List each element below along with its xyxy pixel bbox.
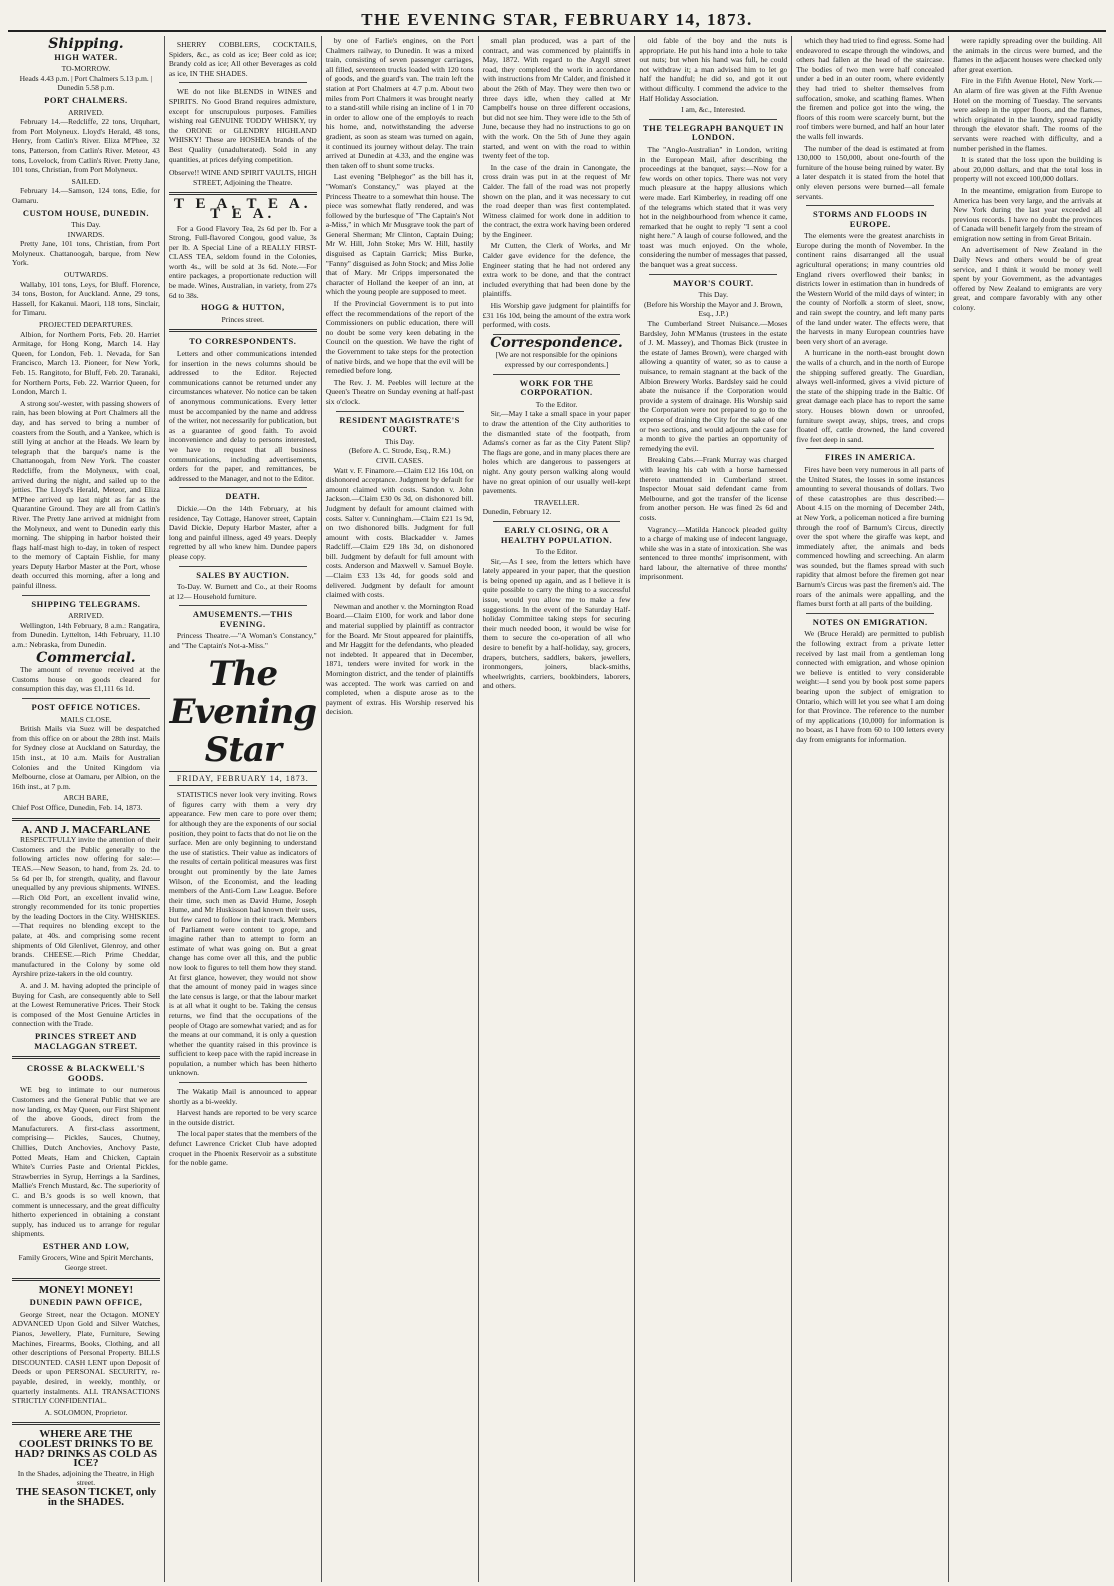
court-para-2: In the case of the drain in Canongate, the cross drain was put in at the request of Mr Calder. The fall of the road was not properly shown on the plan, and it was necessary to cut the road deeper than was first contemplated. Witness claimed for work done in addition to the contract, the extra work having been ordered by the Engineer. [482, 162, 631, 239]
storms-text-2: A hurricane in the north-east brought down the walls of a church, and in the north of Europe the shipping suffered greatly. The Guardian, always well-informed, gives a vivid picture of the state of the shipping trade in the Baltic. Of great damage each place has to report the same story. Houses blown down or unroofed, furniture swept away, ships, trees, and crops floated off, cattle drowned, the land covered five feet deep in sand. [796, 348, 945, 444]
this-day-label: This Day. [71, 220, 101, 230]
civil-cases-label: CIVIL CASES. [375, 455, 424, 465]
macfarlane-heading: A. AND J. MACFARLANE [21, 823, 151, 836]
chief-po-line: Chief Post Office, Dunedin, Feb. 14, 1873. [12, 802, 143, 812]
divider [179, 1082, 307, 1083]
columns [8, 36, 1106, 1582]
coolest-drinks-sub: In the Shades, adjoining the Theatre, in High street. [17, 1468, 155, 1488]
storms-heading: STORMS AND FLOODS IN EUROPE. [812, 209, 928, 229]
divider [806, 613, 934, 614]
hogg-hutton-sub: Princes street. [221, 314, 265, 324]
sales-heading: SALES BY AUCTION. [196, 569, 290, 580]
divider [806, 205, 934, 206]
post-office-heading: POST OFFICE NOTICES. [31, 702, 141, 712]
to-morrow-label: TO-MORROW. [61, 64, 111, 74]
column-4 [479, 36, 636, 1582]
pawn-office-text: George Street, near the Octagon. MONEY ADVANCED Upon Gold and Silver Watches, Pianos, Jewellery, Plate, Furniture, Sewing Machines, Firearms, Books, Clothing, and all other descriptions of Personal Property. BILLS DISCOUNTED. CASH LENT upon Deposit of Deeds or upon PERSONAL SECURITY, re-payable, desired, in weekly, monthly, or quarterly instalments. ALL TRANSACTIONS STRICTLY CONFIDENTIAL. [12, 1309, 160, 1406]
friday-dateline: FRIDAY, FEBRUARY 14, 1873. [169, 771, 317, 787]
column-1 [8, 36, 165, 1582]
season-ticket-ad: THE SEASON TICKET, only in the SHADES. [15, 1485, 157, 1508]
divider [12, 1278, 160, 1281]
news-para-3: If the Provincial Government is to put into effect the recommendations of the report of the Commissioners on public education, there will no doubt be some very keen debating in the Council on the question. We have the right of the Government to take steps for the protection of native birds, and we hope that the evil will be remedied before long. [325, 299, 474, 376]
sales-text: To-Day. W. Burnett and Co., at their Rooms at 12— Household furniture. [168, 582, 317, 601]
coolest-drinks-ad: WHERE ARE THE COOLEST DRINKS TO BE HAD? DRINKS AS COLD AS ICE? [14, 1428, 158, 1470]
death-heading: DEATH. [225, 491, 261, 502]
early-closing-text: Sir,—As I see, from the letters which have lately appeared in your paper, that the question is being opened up again, and as I believe it is quite possible to carry the thing to a successful issue, would you allow me to make a few suggestions. In the event of the Saturday Half-holiday Committee taking steps for securing their much needed boon, it would be wise for them to secure the co-operation of all who desire to benefit by a half-holiday, say, grocers, drapers, butchers, saddlers, bakers, jewellers, ironmongers, joiners, black-smiths, wheelwrights, carriers, bookbinders, laborers, and others. [482, 556, 631, 691]
court-para-4: His Worship gave judgment for plaintiffs for £31 16s 10d, being the amount of the extra work performed, with costs. [482, 301, 631, 330]
telegrams-text: Wellington, 14th February, 8 a.m.: Rangatira, from Dunedin. Lyttelton, 14th February, 11.10 a.m.: Nebraska, from Dunedin. [12, 620, 160, 650]
macfarlane-text: RESPECTFULLY invite the attention of their Customers and the Public generally to the following articles now offering for sale:— TEAS.—New Season, to hand, from 2s. 2d. to 5s 6d per lb, for strength, quality, and flavour unequalled by any previous shipments. WINES.—Rich Old Port, an excellent invalid wine, strongly recommended for its tonic properties by the leading Doctors in the City. WHISKIES.—That requires no blending except to the palate, at 40s. and comprising some recent shipments of Old Glenlivet, Glenroy, and other brands. CHEESE.—Rich Prime Cheddar, manufactured in the Colony by some old Ayrshire prize-takers in the old country. [12, 835, 160, 979]
col7-para-5: An advertisement of New Zealand in the Daily News and others would be of great service, and I think it would be money well spent by your Government, as the advantages offered by New Zealand to emigrants are very great, and compare favorably with any other colony. [953, 245, 1103, 313]
emigration-text: We (Bruce Herald) are permitted to publish the following extract from a private letter received by last mail from a gentleman long connected with emigration, and whose opinion we believe is entitled to very considerable weight:—I send you by book post some papers bearing upon the subject of emigration to Ontario, which will let you see what I am doing for that Province. The reference to the number of my applications (10,000) for information is no boast, as I have from 60 to 100 letters every day from emigrants for information. [796, 629, 945, 744]
hogg-hutton-name: HOGG & HUTTON, [200, 302, 285, 313]
work-corporation-heading: WORK FOR THE CORPORATION. [519, 377, 594, 398]
column-7 [949, 36, 1106, 1582]
amusements-text: Princess Theatre.—"A Woman's Constancy," and "The Captain's Not-a-Miss." [168, 631, 317, 651]
divider [649, 119, 777, 120]
divider [806, 448, 934, 449]
divider [12, 818, 160, 821]
commercial-heading: Commercial. [36, 649, 136, 666]
court-para-1: small plan produced, was a part of the contract, and was commenced by plaintiffs in May, 1872. With regard to the Argyll street road, they completed the work in accordance with instructions from Mr Calder, and finished it about the 26th of May. They were then two or three days idle, when they called at Mr Campbell's house on three different occasions, but did not see him. They were idle to the 5th of June, because they had no instructions to go on with the work. On the 5th of June they again started, and went on with the road to within twenty feet of the top. [482, 36, 631, 161]
fires-america-heading: FIRES IN AMERICA. [825, 452, 916, 463]
princes-street-line: PRINCES STREET AND MACLAGGAN STREET. [34, 1031, 138, 1051]
mayor-before-label: (Before his Worship the Mayor and J. Brown, Esq., J.P.) [644, 299, 783, 319]
arrived-label: ARRIVED. [68, 107, 104, 117]
news-para-4: The Rev. J. M. Peebles will lecture at the Queen's Theatre on Sunday evening at half-past six o'clock. [325, 377, 474, 406]
storms-text: The elements were the greatest anarchists in Europe during the month of November. In the continent rains disarranged all the usual agricultural operations; in many countries old England rivers overflowed their banks; in districts lower in estimation than in hundreds of the Western World of the mild days of winter; in the county of Norfolk a storm of sleet, snow, and rain swept the country, and left many parts of the land under water. The effects were, that the harvests in many European countries have been very short of an average. [796, 231, 945, 346]
outwards-text: Wallaby, 101 tons, Leys, for Bluff. Florence, 34 tons, Boston, for Auckland. Anne, 29 tons, Hassell, for Kakanui. Maori, 118 tons, Sinclair, for Timaru. [12, 279, 160, 318]
arch-bare-signature: ARCH BARE, [63, 793, 109, 803]
tides-table: Heads 4.43 p.m. | Port Chalmers 5.13 p.m. | Dunedin 5.58 p.m. [19, 73, 153, 93]
divider [179, 605, 307, 606]
tea-text: For a Good Flavory Tea, 2s 6d per lb. For a Strong, Full-flavored Congou, good value, 3s per lb. A Special Line of a REALLY FIRST-CLASS TEA, seldom found in the Colonies, worth 4s., will be sold at 3s 6d. Note.—For entire packages, a proportionate reduction will be made. Wines, Australian, in variety, from 27s 6d to 38s. [168, 223, 317, 300]
amusements-heading: AMUSEMENTS.—THIS EVENING. [192, 609, 293, 629]
fire-para-2: The number of the dead is estimated at from 130,000 to 150,000, about one-fourth of the furniture of the house being ruined by water. By a later despatch it is stated from the hotel that only eleven persons were burned—all female servants. [796, 143, 945, 201]
high-water-heading: HIGH WATER. [54, 51, 118, 62]
tea-heading: T E A. T E A. T E A. [174, 196, 312, 222]
column-5 [635, 36, 792, 1582]
outwards-label: OUTWARDS. [63, 270, 108, 280]
divider [22, 698, 150, 699]
customs-heading: CUSTOM HOUSE, DUNEDIN. [22, 207, 149, 218]
interested-signature: I am, &c., Interested. [681, 105, 746, 115]
telegraph-banquet-heading: THE TELEGRAPH BANQUET IN LONDON. [642, 122, 784, 143]
divider [179, 82, 307, 83]
col7-para-2: Fire in the Fifth Avenue Hotel, New York.—An alarm of fire was given at the Fifth Avenue Hotel on the morning of Tuesday. The servants were asleep in the upper floors, and the flames, which originated in the laundry, spread rapidly through the elevator shaft. The rooms of the servants were reached with difficulty, and a number perished in the flames. [953, 76, 1103, 153]
divider [493, 521, 621, 522]
civil-cases-text: Watt v. F. Finamore.—Claim £12 16s 10d, on dishonored acceptance. Judgment by default for amount claimed with costs. Sandon v. John Jackson.—Claim £30 0s 3d, on dishonored bill. Judgment by default for amount claimed with costs. Salter v. Cunningham.—Claim £21 1s 9d, on two dishonored bills. Judgment for full amount with costs. Blackadder v. James Radcliff.—Claim £29 18s 3d, on dishonored bill. Judgment by default for full amount with costs. Anderson and Maxwell v. Samuel Boyle.—Claim £33 13s 4d, for goods sold and delivered. Judgment by default for amount claimed with costs. [325, 465, 474, 600]
solomon-signature: A. SOLOMON, Proprietor. [44, 1407, 128, 1417]
dunedin-date: Dunedin, February 12. [482, 507, 552, 517]
divider [179, 566, 307, 567]
inwards-text: Pretty Jane, 101 tons, Christian, from Port Molyneux. Chattanoogah, barque, from New York. [12, 239, 160, 268]
news-para-2: Last evening "Belphegor" as the bill has it, "Woman's Constancy," was played at the Princess Theatre to a somewhat thin house. The piece was somewhat flatly rendered, and was followed by the burlesque of "The Captain's Not a-Miss," in which Mr Musgrave took the part of General Sherman; Mr Clinton, Captain Duing; Mr W. Hill, John Stoke; Mrs W. Hill, hastily disguised as Captain Garrick; Miss Burke, "Fanny" disguised as John Stock; and Miss Jolie that of Mary. Mr Cripps impersonated the character of Holland the keeper of an inn, at which the young people are supposed to meet. [325, 172, 474, 297]
commercial-text: The amount of revenue received at the Customs house on goods cleared for consumption this day, was £1,111 6s 1d. [12, 665, 160, 694]
resident-court-heading: RESIDENT MAGISTRATE'S COURT. [339, 414, 460, 435]
col7-para-4: In the meantime, emigration from Europe to America has been very large, and the arrivals at New York during the last year exceeded all previous records. I have no doubt the provinces of Canada will benefit largely from the stream of emigration now setting in from Great Britain. [953, 185, 1103, 243]
divider [169, 329, 317, 332]
editorial-text: STATISTICS never look very inviting. Rows of figures carry with them a very dry appearance. Few men care to pore over them; for although they are the exponents of our social position, they point to facts that do not lie on the surface. Men are only beginning to understand the use of statistics. Their value as indicators of the results of certain political measures was first brought out prominently by the late James Wilson, of the Economist, and the leading members of the Anti-Corn Law League. Before their time, such men as David Hume, Joseph Hume, and Mr Huskisson had known their uses, but few cared to follow in their track. Members of Parliament were content to grope, and imagine rather than to attempt to form an estimate of what was going on. But a great change has come over all this, and the public now look to figures to tell them how they stand. At first glance, however, they would not show that the amount of money paid in wages since the late census is large, or that the labour market is at all what it ought to be. Taking the census returns, we find that the occupations of the people of Otago are somewhat varied; and as for the means at our command, it is only a question whether the quantity raised in this province is sufficient to keep pace with the rapid increase in population, a number which has been hitherto unknown. [168, 790, 317, 1078]
news-para-1: by one of Farlie's engines, on the Port Chalmers railway, to Dunedin. It was a mixed train, consisting of seven passenger carriages, all filled, seventeen trucks loaded with 120 tons of goods, and the guard's van. The train left the station at Port Chalmers at 4.7 p.m. About two miles from Port Chalmers it was brought nearly to a stand-still while rising an incline of 1 in 70 in order to allow one of the employés to reach his home, and, notwithstanding the adverse gradient, as soon as steam was turned on again, it continued its journey without delay. The train arrived at Dunedin at 4.33, and the engine was then taken off to shunt some trucks. [325, 36, 474, 170]
fire-para-1: which they had tried to find egress. Some had endeavored to escape through the windows, and others had fallen at the head of the staircase. The bodies of two men were half concealed under a bed in an outer room, where evidently they had tried to shelter themselves from suffocation, smoke, and scathing flames. When the firemen and police got into the wing, the floors of this room were scarcely burnt, but the roof timbers were burned, and half an hour later the walls fell inwards. [796, 36, 945, 141]
fires-america-text: Fires have been very numerous in all parts of the United States, the losses in some instances amounting to several thousands of dollars. Two of these catastrophes are thus described:—About 4.15 on the morning of December 24th, at New York, a policeman noticed a fire burning through the roof of Barnum's Circus, directly over the spot where the giraffe was kept, and immediately after, the animals and beds commenced howling and screeching. An alarm was sounded, but the flames spread with such rapidity that almost before the firemen got near Barnum's Circus was past the firemen's aid. The roars of the animals were appalling, and the flames burst forth at all parts of the building. [796, 464, 945, 609]
projected-text: Albion, for Northern Ports, Feb. 20. Harriet Armitage, for Hong Kong, March 14. Hay Queen, for London, Feb. 1. Nevada, for San Francisco, March 13. Pioneer, for New York, Feb. 15. Rangitoto, for Bluff, Feb. 20. Taranaki, for Northern Ports, Feb. 22. Warrior Queen, for London, March 1. [12, 329, 160, 397]
divider [12, 1056, 160, 1059]
whisky-ad: WE do not like BLENDS in WINES and SPIRITS. No Good Brand requires admixture, except for unscrupulous purposes. Families wishing real GENUINE TODDY WHISKY, try the ORONE or GLENDRY HIGHLAND WHISKY! These are HOSHEA brands of the Best Quality (unadulterated). Sold in any quantities, at prices defying competition. [168, 87, 317, 164]
inwards-label: INWARDS. [67, 229, 105, 239]
mayors-court-text-2: Breaking Cabs.—Frank Murray was charged with leaving his cab with a horse harnessed thereto unattended in Cumberland street. Inspector Mouat said defendant came from Melbourne, and got the transfer of the license from another person. He was fined 2s 6d and costs. [639, 455, 788, 522]
harvest-note: Harvest hands are reported to be very scarce in the outside district. [168, 1108, 317, 1127]
wakatip-note: The Wakatip Mail is announced to appear shortly as a bi-weekly. [168, 1087, 317, 1106]
correspondence-note: [We are not responsible for the opinions expressed by our correspondents.] [495, 350, 618, 369]
divider [336, 411, 464, 412]
column-2 [165, 36, 322, 1582]
vagrancy-text: Vagrancy.—Matilda Hancock pleaded guilty to a charge of making use of indecent language, while she was in a state of intoxication. She was sentenced to three months' imprisonment, with hard labour, the alternative of three months' imprisonment. [639, 524, 788, 582]
emigration-heading: NOTES ON EMIGRATION. [812, 616, 928, 627]
traveller-signature: TRAVELLER. [533, 497, 580, 507]
divider [493, 374, 621, 375]
early-closing-heading: EARLY CLOSING, OR A HEALTHY POPULATION. [500, 524, 613, 545]
sailed-text: February 14.—Samson, 124 tons, Edie, for Oamaru. [12, 186, 160, 205]
mails-close-label: MAILS CLOSE. [60, 714, 112, 724]
correspondents-heading: TO CORRESPONDENTS. [189, 336, 297, 347]
esther-low-name: ESTHER AND LOW, [42, 1240, 130, 1251]
macfarlane-text-2: A. and J. M. having adopted the principle of Buying for Cash, are consequently able to Sell at the Lowest Remunerative Prices. Their Stock is composed of the Most Genuine Articles in connection with the Trade. [12, 981, 160, 1029]
page-masthead: THE EVENING STAR, FEBRUARY 14, 1873. [8, 8, 1106, 32]
local-note: The local paper states that the members of the defunct Lawrence Cricket Club have adopted croquet in the Phoenix Reservoir as a substitute for the noble game. [168, 1129, 317, 1168]
mayors-court-heading: MAYOR'S COURT. [673, 277, 754, 288]
divider [169, 192, 317, 195]
court-para-3: Mr Cutten, the Clerk of Works, and Mr Calder gave evidence for the defence, the Engineer stating that he had not ordered any extra work to be done, and that the contract included everything that had been done by the plaintiffs. [482, 241, 631, 299]
evening-star-masthead: The Evening Star [169, 653, 316, 770]
projected-label: PROJECTED DEPARTURES. [39, 320, 133, 330]
post-office-text: British Mails via Suez will be despatched from this office on or about the 28th inst. Mails for Sydney close at Auckland on Saturday, the 15th inst., at 10 a.m. Mails for Australian Colonies and the United Kingdom via Melbourne, close at Oamaru, per Albion, on the 16th inst., at 7 p.m. [12, 724, 160, 791]
sherry-cobblers-ad: SHERRY COBBLERS, COCKTAILS, Spiders, &c., as cold as ice; Beer cold as ice; Brandy cold as ice; All other Beverages as cold as ice, IN THE SHADES. [168, 40, 317, 78]
col7-para-3: It is stated that the loss upon the building is about 20,000 dollars, and that the total loss in property will not exceed 100,000 dollars. [953, 155, 1103, 184]
death-text: Dickie.—On the 14th February, at his residence, Tay Cottage, Hanover street, Captain David Dickie, Deputy Harbor Master, after a long and painful illness, aged 49 years. Deeply regretted by all who knew him. Dundee papers please copy. [168, 503, 317, 561]
rm-before-label: (Before A. C. Strode, Esq., R.M.) [348, 446, 451, 456]
to-editor-label-2: To the Editor. [535, 547, 578, 557]
pawn-office-heading: DUNEDIN PAWN OFFICE, [29, 1297, 143, 1308]
to-editor-label: To the Editor. [535, 399, 578, 409]
sailed-label: SAILED. [71, 176, 101, 186]
rm-day-label: This Day. [384, 436, 415, 446]
divider [22, 595, 150, 596]
col7-para-1: were rapidly spreading over the building. All the animals in the circus were burned, and the flames in the adjacent houses were checked only after great exertion. [953, 36, 1103, 74]
correspondence-heading: Correspondence. [490, 334, 623, 351]
work-corporation-text: Sir,—May I take a small space in your paper to draw the attention of the City authorities to the dismantled state of the footpath, from Adams's corner as far as the City Patent Slip? The flags are gone, and in many places there are holes which are dangerous to passengers at night. Any gouty person walking along would have no great opinion of our usually well-kept pavements. [482, 409, 631, 496]
shipping-text: A strong sou'-wester, with passing showers of rain, has been blowing at Port Chalmers all the day, and has served to bring a number of coasters from the South, and a Yankee, which is still lying at anchor at the Heads. We learn by telegraph that the barque's name is the Chattanoogah, from New York. The coaster Redcliffe, from the Molyneux, with coal, arrived during the night, and sailed up to the jetties. The Lloyd's Herald, Meteor, and Eliza M'Phee arrived up last night as far as the Quarantine Ground. They are all from Catlin's River. The Pretty Jane arrived at midnight from the Molyneux, and went to Dunedin early this morning. The shipping in harbor hoisted their flags half-mast high to-day, in token of respect to the memory of Captain Fishlie, for many years Deputy Harbor Master at the Port, whose death occurred this morning, after a long and painful illness. [12, 398, 160, 591]
money-heading: MONEY! MONEY! [38, 1283, 134, 1296]
mayors-court-text: The Cumberland Street Nuisance.—Moses Bardsley, John M'Manus (trustees in the estate of J. M. Massey), and Thomas Bick (trustee in the estate of James Brown), were charged with allowing a quantity of water, so as to cause a nuisance, to remain stagnant at the back of the Albion Brewery Works. Bardsley said he could abate the nuisance if the Corporation would provide a system of drainage. His Worship said the Corporation were not prepared to go to the expense of draining the City for the sake of one or two sections, and would adjourn the case for a month to give the parties an opportunity of remedying the evil. [639, 319, 788, 453]
column-3 [322, 36, 479, 1582]
divider [179, 487, 307, 488]
telegraph-banquet-text: The "Anglo-Australian" in London, writing in the European Mail, after describing the proceedings at the banquet, says:—Now for a few words on other topics. There was not very much pleasure at the happy allusions which were made. Earl Kimberley, in reading off one of the telegrams which stated that it was very hot in the neighbourhood from whence it came, remarked that he ought to reply "I sent a cool night here." A laugh of course followed, and the toast was much enjoyed. On the whole, considering the number of messages that passed, the banquet was a great success. [639, 144, 788, 270]
civil-cases-text-2: Newman and another v. the Mornington Road Board.—Claim £100, for work and labor done and material supplied by plaintiff as contractor for the Board. Mr Stout appeared for plaintiffs, and Mr Haggitt for the defendants, who pleaded not indebted. It appeared that in December, 1871, tenders were invited for work in the Mornington district, and the tender of plaintiffs was accepted. The work was carried on and completed, when a dispute arose as to the payment of extras. His Worship reserved his decision. [325, 601, 474, 717]
arrived-text: February 14.—Redcliffe, 22 tons, Urquhart, from Port Molyneux. Lloyd's Herald, 48 tons, Henry, from Catlin's River. Eliza M'Phee, 32 tons, Patterson, from Catlin's River. Meteor, 43 tons, Lovelock, from Catlin's River. Pretty Jane, 101 tons, Christian, from Port Molyneux. [12, 117, 160, 175]
letter-end-para: old fable of the boy and the nuts is appropriate. He put his hand into a hole to take out nuts; but when his hand was full, he could not withdraw it; a man advised him to let go half the handful; he did so, and got it out without difficulty. I commend the advice to the Half Holiday Association. [639, 36, 788, 103]
port-chalmers-heading: PORT CHALMERS. [44, 94, 128, 105]
crosse-text: WE beg to intimate to our numerous Customers and the General Public that we are now landing, ex May Queen, our First Shipment of the above Goods, direct from the Manufacturers. A first-class assortment, comprising— Pickles, Sauces, Chutney, Chillies, Dutch Anchovies, Anchovy Paste, Potted Meats, Ham and Chicken, Captain White's Curries Paste and Oriental Pickles, Strawberries in Syrup, Herrings a la Sardines, Mallie's French Mustard, &c. The superiority of C. and B.'s goods is so well known, that comment is unnecessary, and the great difficulty hitherto experienced in obtaining a constant supply, has induced us to arrange for regular shipments. [12, 1085, 160, 1239]
correspondents-text: Letters and other communications intended for insertion in the news columns should be addressed to the Editor. Rejected communications cannot be returned under any circumstances whatever. No notice can be taken of anonymous communications. Every letter must be accompanied by the name and address of the writer, not necessarily for publication, but as a guarantee of good faith. To avoid inconvenience and delay to persons interested, we have to request that all business communications, including advertisements, orders for the paper, and remittances, be addressed to the Manager, and not to the Editor. [168, 349, 317, 483]
observe-ad: Observe!! WINE AND SPIRIT VAULTS, HIGH STREET, Adjoining the Theatre. [168, 168, 317, 187]
telegrams-heading: SHIPPING TELEGRAMS. [31, 598, 141, 609]
mayor-day-label: This Day. [698, 290, 729, 300]
shipping-heading: Shipping. [48, 36, 124, 52]
divider [649, 274, 777, 275]
divider [12, 1422, 160, 1425]
crosse-heading: CROSSE & BLACKWELL'S GOODS. [26, 1063, 146, 1083]
tel-arrived-label: ARRIVED. [68, 611, 104, 621]
esther-low-sub: Family Grocers, Wine and Spirit Merchants, George street. [18, 1253, 154, 1273]
column-6 [792, 36, 949, 1582]
